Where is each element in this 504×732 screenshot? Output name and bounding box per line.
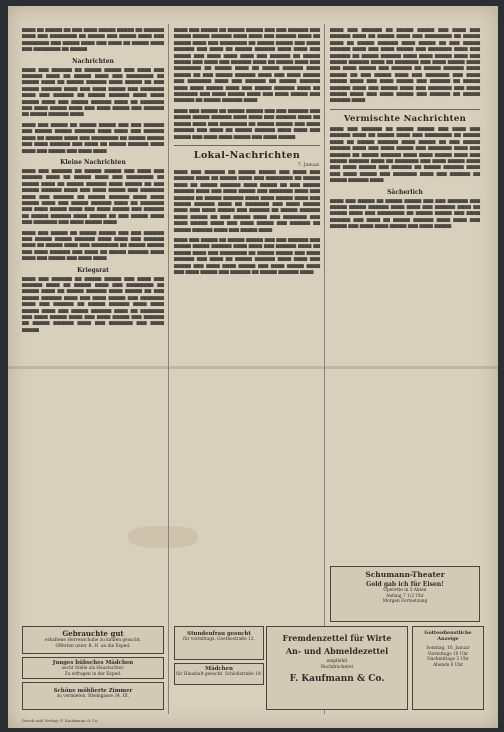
heading-saecherlich: Sächerlich bbox=[387, 188, 423, 196]
ad-title: Gebrauchte gut bbox=[62, 629, 124, 638]
ad-line: für vormittags. Goethestraße 12. bbox=[183, 637, 255, 642]
ad-line: Anfang 7 1/2 Uhr bbox=[386, 593, 424, 599]
ad-sub: empfiehlt bbox=[326, 659, 348, 664]
column-rule bbox=[324, 24, 325, 714]
ad-company: F. Kaufmann & Co. bbox=[289, 674, 385, 685]
ad-schwarze bbox=[22, 657, 164, 679]
ad-sub-2: Buchdruckerei bbox=[320, 664, 354, 670]
ad-gebrauchte bbox=[22, 626, 164, 654]
ad-line: erhaltene Herrenschuhe zu kaufen gesucht. bbox=[45, 638, 141, 643]
ad-title: Schumann-Theater bbox=[365, 570, 445, 579]
ad-line: Sonntag, 10. Januar bbox=[426, 646, 470, 651]
ad-line: Vormittags 10 Uhr bbox=[427, 651, 469, 657]
column-2: ▆▆▆▆ ▆▆▆ ▆▆▆▆▆ ▆▆ ▆▆▆▆▆ ▆▆▆▆▆ ▆▆▆ ▆▆▆ ▆▆▆▆▆▆ ▆▆▆ ▆▆▆▆▆ ▆▆▆▆▆ ▆▆▆▆▆▆ ▆▆▆▆ ▆▆▆▆ ▆▆▆ ▆▆▆▆▆▆ ▆▆▆▆ ▆▆ ▆▆▆▆▆ ▆▆▆▆ ▆▆▆ ▆▆▆▆▆▆▆▆ ▆▆ ▆▆▆▆▆ ▆▆▆▆▆ ▆▆▆ ▆▆▆▆ ▆▆▆▆▆▆ ▆▆▆ ▆▆▆▆ ▆▆ ▆▆▆▆▆ ▆▆▆▆▆▆ ▆▆▆▆ ▆▆▆▆ ▆▆▆ ▆▆▆▆▆ ▆▆▆ ▆▆▆▆ ▆▆▆▆ ▆▆▆▆ ▆▆▆ ▆▆▆▆▆▆ ▆▆ ▆▆▆▆▆ ▆▆▆▆▆ ▆▆▆ ▆▆▆▆ ▆▆▆ ▆▆▆▆▆▆ ▆▆▆▆ ▆▆ ▆▆▆▆▆ ▆▆▆▆ ▆▆▆ ▆▆▆▆▆▆▆▆ ▆▆ ▆▆▆▆▆ ▆▆▆▆ ▆▆ ▆▆▆▆▆ ▆▆▆▆▆▆ ▆▆▆▆ ▆▆▆▆▆ ▆▆ ▆▆▆ ▆▆▆▆▆ ▆▆▆▆▆▆ ▆▆▆▆ ▆▆▆ ▆▆▆▆ ▆▆▆▆▆ ▆▆▆ ▆▆▆▆▆▆▆ ▆▆▆▆ ▆▆▆ ▆▆▆▆▆▆ ▆▆ ▆▆▆▆▆ ▆▆▆▆▆▆ ▆▆▆▆ ▆▆▆▆ ▆▆▆▆▆ ▆▆▆▆ ▆▆▆ ▆▆▆▆▆ ▆▆▆▆▆▆ ▆▆▆▆ ▆▆ ▆▆▆▆▆▆▆ ▆▆▆ ▆▆▆▆ ▆▆▆▆▆ ▆▆▆▆ ▆▆▆ ▆▆▆▆ ▆▆▆▆▆ ▆▆▆ ▆▆▆▆▆▆ ▆▆ ▆▆▆▆▆ ▆▆▆▆▆▆ ▆▆▆▆ ▆▆▆▆ ▆▆▆ ▆▆▆▆▆ ▆▆ ▆▆▆▆▆ ▆▆▆▆▆ ▆▆▆ ▆▆▆ ▆▆▆▆▆▆ ▆▆▆ ▆▆▆▆▆ ▆▆▆▆▆ ▆▆▆▆▆▆ ▆▆▆▆ ▆▆▆▆ ▆▆▆ ▆▆▆▆▆▆ ▆▆▆▆ ▆▆ ▆▆▆▆▆ ▆▆▆▆ ▆▆▆ ▆▆▆▆▆▆▆▆ ▆▆ ▆▆▆▆▆ ▆▆▆▆▆ ▆▆▆ ▆▆▆▆ ▆▆▆▆▆▆ ▆▆▆ ▆▆▆▆ ▆▆ ▆▆▆▆▆ ▆▆▆▆▆▆ ▆▆▆▆ ▆▆▆▆ ▆▆▆ ▆▆▆▆▆ ▆▆▆ ▆▆▆▆ ▆▆▆▆ ▆▆▆▆▆ ▆▆▆ ▆▆▆▆ ▆▆▆▆▆ Lokal-Nachrichten 7. Januar. ▆▆▆▆ ▆▆▆ ▆▆▆▆▆▆ ▆▆ ▆▆▆▆▆ ▆▆▆▆▆ ▆▆▆ ▆▆▆▆ ▆▆▆ ▆▆▆▆▆▆ ▆▆▆▆ ▆▆ ▆▆▆▆▆ ▆▆▆▆ ▆▆▆ ▆▆▆▆▆▆▆▆ ▆▆ ▆▆▆▆▆ ▆▆▆▆ ▆▆ ▆▆▆▆▆ ▆▆▆▆▆▆ ▆▆▆▆ ▆▆▆▆▆ ▆▆ ▆▆▆ ▆▆▆▆▆ ▆▆▆▆▆▆ ▆▆▆▆ ▆▆▆ ▆▆▆▆ ▆▆▆▆▆ ▆▆▆ ▆▆▆▆▆▆▆ ▆▆▆▆ ▆▆▆ ▆▆▆▆▆▆ ▆▆ ▆▆▆▆▆ ▆▆▆▆▆▆ ▆▆▆▆ ▆▆▆▆ ▆▆▆▆▆ ▆▆▆▆ ▆▆▆ ▆▆▆▆▆ ▆▆▆▆▆▆ ▆▆▆▆ ▆▆ ▆▆▆▆▆▆▆ ▆▆▆ ▆▆▆▆ ▆▆▆▆▆ ▆▆▆▆ ▆▆▆ ▆▆▆▆ ▆▆▆▆▆ ▆▆▆ ▆▆▆▆▆▆ ▆▆ ▆▆▆▆▆ ▆▆▆▆▆▆ ▆▆▆▆ ▆▆▆▆▆ ▆▆ ▆▆▆ ▆▆▆▆▆ ▆▆▆▆ ▆▆▆ ▆▆▆▆▆▆▆ ▆▆▆ ▆▆▆▆ ▆▆▆▆▆ ▆▆▆▆ ▆▆▆ ▆▆▆▆ ▆▆▆▆▆ ▆▆▆ ▆▆▆▆▆▆ ▆▆ ▆▆▆▆▆ ▆▆▆▆▆▆ ▆▆▆▆ ▆▆▆ ▆▆▆▆▆ ▆▆▆▆ ▆▆▆▆ ▆▆▆ ▆▆▆▆▆ ▆▆ ▆▆▆▆▆ ▆▆▆▆▆ ▆▆▆ ▆▆▆ ▆▆▆▆▆▆ ▆▆▆ ▆▆▆▆▆ ▆▆▆▆▆ ▆▆▆▆▆▆ ▆▆▆▆ ▆▆▆▆ ▆▆▆ ▆▆▆▆▆▆ ▆▆▆▆ ▆▆ ▆▆▆▆▆ ▆▆▆▆ ▆▆▆ ▆▆▆▆▆▆▆▆ ▆▆ ▆▆▆▆▆ ▆▆▆▆▆ ▆▆▆ ▆▆▆▆ ▆▆▆▆▆▆ ▆▆▆ ▆▆▆▆ ▆▆ ▆▆▆▆▆ ▆▆▆▆▆▆ ▆▆▆▆ ▆▆▆▆ ▆▆▆ ▆▆▆▆▆ ▆▆▆ ▆▆▆▆ ▆▆▆▆ ▆▆▆▆▆ ▆▆▆ ▆▆▆▆ ▆▆▆▆▆ ▆▆▆▆ ▆▆▆ ▆▆▆▆ ▆▆▆▆▆ ▆▆▆ ▆▆▆▆▆▆ ▆▆ ▆▆▆▆▆ ▆▆▆▆▆▆ ▆▆▆▆ bbox=[174, 28, 320, 275]
ad-line: Nachmittags 3 Uhr bbox=[427, 657, 469, 663]
ad-line: Zu erfragen in der Exped. bbox=[64, 671, 122, 677]
ad-title: Mädchen bbox=[205, 666, 233, 672]
ad-line: zu vermieten. Rheingasse 34. III. bbox=[56, 694, 130, 699]
footer-imprint: Druck und Verlag: F. Kaufmann & Co. bbox=[22, 718, 99, 723]
newspaper-page bbox=[8, 6, 498, 728]
ad-maedchen bbox=[174, 663, 264, 685]
section-date: 7. Januar. bbox=[297, 162, 320, 168]
ad-line: Offerten unter R. H. an die Exped. bbox=[55, 643, 131, 649]
column-1: ▆▆▆▆ ▆▆ ▆▆▆▆▆ ▆▆ ▆▆▆ ▆▆▆▆ ▆▆▆▆▆ ▆▆▆▆▆ ▆▆ ▆▆▆▆▆▆ ▆▆▆▆ ▆▆▆ ▆▆▆▆▆▆▆▆ ▆▆ ▆▆▆▆▆ ▆▆▆ ▆▆▆▆▆ ▆▆▆▆ ▆▆▆ ▆▆▆▆▆▆▆▆ ▆▆▆ ▆▆▆▆▆ ▆▆▆▆ ▆▆▆ ▆▆▆▆ ▆▆ ▆▆▆▆▆ ▆▆▆▆ ▆▆▆ ▆▆▆▆▆▆▆▆ ▆▆ ▆▆▆▆▆ Nachrichten ▆▆▆▆ ▆▆▆ ▆▆▆▆▆▆ ▆▆ ▆▆▆▆▆ ▆▆▆▆▆ ▆▆▆ ▆▆▆▆ ▆▆▆ ▆▆▆▆▆▆ ▆▆▆▆ ▆▆ ▆▆▆▆▆ ▆▆▆▆ ▆▆▆ ▆▆▆▆▆▆▆▆ ▆▆ ▆▆▆▆▆ ▆▆▆▆ ▆▆ ▆▆▆▆▆ ▆▆▆▆▆▆ ▆▆▆▆ ▆▆▆▆▆ ▆▆ ▆▆▆ ▆▆▆▆▆ ▆▆▆▆▆▆ ▆▆▆▆ ▆▆▆ ▆▆▆▆ ▆▆▆▆▆ ▆▆▆ ▆▆▆▆▆▆▆ ▆▆▆▆ ▆▆▆ ▆▆▆▆▆▆ ▆▆ ▆▆▆▆▆ ▆▆▆▆▆▆ ▆▆▆▆ ▆▆▆▆ ▆▆▆▆▆ ▆▆▆▆ ▆▆▆ ▆▆▆▆▆ ▆▆▆▆▆▆ ▆▆▆▆ ▆▆ ▆▆▆▆▆▆▆ ▆▆▆ ▆▆▆▆ ▆▆▆▆▆ ▆▆▆▆ ▆▆▆ ▆▆▆▆ ▆▆▆▆▆ ▆▆▆ ▆▆▆▆▆▆ ▆▆ ▆▆▆▆▆ ▆▆▆▆▆▆ ▆▆▆▆ ▆▆▆▆ ▆▆▆ ▆▆▆▆▆ ▆▆ ▆▆▆▆▆ ▆▆▆▆▆ ▆▆▆ ▆▆▆ ▆▆▆▆▆▆ ▆▆▆ ▆▆▆▆▆ ▆▆▆▆▆ ▆▆▆▆▆▆ ▆▆▆▆ ▆▆▆▆ ▆▆▆ ▆▆▆▆▆▆ ▆▆▆▆ ▆▆ ▆▆▆▆▆ ▆▆▆▆ ▆▆▆ ▆▆▆▆▆▆▆▆ ▆▆ ▆▆▆▆▆ ▆▆▆▆▆ ▆▆▆ ▆▆▆▆ ▆▆▆▆▆▆ ▆▆▆ ▆▆▆▆ ▆▆ ▆▆▆▆▆ ▆▆▆▆▆▆ ▆▆▆▆ ▆▆▆▆ ▆▆▆ ▆▆▆▆▆ ▆▆▆ ▆▆▆▆ ▆▆▆▆ Kleine Nachrichten ▆▆▆▆ ▆▆▆ ▆▆▆▆▆▆ ▆▆ ▆▆▆▆▆ ▆▆▆▆▆ ▆▆▆ ▆▆▆▆ ▆▆▆ ▆▆▆▆▆▆ ▆▆▆▆ ▆▆ ▆▆▆▆▆ ▆▆▆▆ ▆▆▆ ▆▆▆▆▆▆▆▆ ▆▆ ▆▆▆▆▆ ▆▆▆▆ ▆▆ ▆▆▆▆▆ ▆▆▆▆▆▆ ▆▆▆▆ ▆▆▆▆▆ ▆▆ ▆▆▆ ▆▆▆▆▆ ▆▆▆▆▆▆ ▆▆▆▆ ▆▆▆ ▆▆▆▆ ▆▆▆▆▆ ▆▆▆ ▆▆▆▆▆▆▆ ▆▆▆▆ ▆▆▆ ▆▆▆▆▆▆ ▆▆ ▆▆▆▆▆ ▆▆▆▆▆▆ ▆▆▆▆ ▆▆▆▆ ▆▆▆▆▆ ▆▆▆▆ ▆▆▆ ▆▆▆▆▆ ▆▆▆▆▆▆ ▆▆▆▆ ▆▆ ▆▆▆▆▆▆▆ ▆▆▆ ▆▆▆▆ ▆▆▆▆▆ ▆▆▆▆ ▆▆▆ ▆▆▆▆ ▆▆▆▆▆ ▆▆▆ ▆▆▆▆▆▆ ▆▆ ▆▆▆▆▆ ▆▆▆▆▆▆ ▆▆▆▆ ▆▆▆▆▆ ▆▆ ▆▆▆ ▆▆▆▆▆ ▆▆▆▆ ▆▆▆ ▆▆▆▆▆▆▆ ▆▆▆ ▆▆▆▆ ▆▆▆▆▆ ▆▆▆▆ ▆▆▆▆ ▆▆▆ ▆▆▆▆▆ ▆▆ ▆▆▆▆▆ ▆▆▆▆▆ ▆▆▆ ▆▆▆ ▆▆▆▆▆▆ ▆▆▆ ▆▆▆▆▆ ▆▆▆▆▆ ▆▆▆▆▆▆ ▆▆▆▆ ▆▆▆▆ ▆▆▆ ▆▆▆▆▆▆ ▆▆▆▆ ▆▆ ▆▆▆▆▆ ▆▆▆▆ ▆▆▆ ▆▆▆▆▆▆▆▆ ▆▆ ▆▆▆▆▆ ▆▆▆▆▆ ▆▆▆ ▆▆▆▆ ▆▆▆▆▆▆ ▆▆▆ ▆▆▆▆ ▆▆ ▆▆▆▆▆ ▆▆▆▆▆▆ ▆▆▆▆ ▆▆▆▆ ▆▆▆ ▆▆▆▆▆ ▆▆▆ ▆▆▆▆ ▆▆▆▆ Kriegsrat ▆▆▆▆ ▆▆▆ ▆▆▆▆▆▆ ▆▆ ▆▆▆▆▆ ▆▆▆▆▆ ▆▆▆ ▆▆▆▆ ▆▆▆ ▆▆▆▆▆▆ ▆▆▆▆ ▆▆ ▆▆▆▆▆ ▆▆▆▆ ▆▆▆ ▆▆▆▆▆▆▆▆ ▆▆ ▆▆▆▆▆ ▆▆▆▆ ▆▆ ▆▆▆▆▆ ▆▆▆▆▆▆ ▆▆▆▆ ▆▆▆▆▆ ▆▆ ▆▆▆ ▆▆▆▆▆ ▆▆▆▆▆▆ ▆▆▆▆ ▆▆▆ ▆▆▆▆ ▆▆▆▆▆ ▆▆▆ ▆▆▆▆▆▆▆ ▆▆▆▆ ▆▆▆ ▆▆▆▆▆▆ ▆▆ ▆▆▆▆▆ ▆▆▆▆▆▆ ▆▆▆▆ ▆▆▆▆ ▆▆▆▆▆ ▆▆▆▆ ▆▆▆ ▆▆▆▆▆ ▆▆▆▆▆▆ ▆▆▆▆ ▆▆ ▆▆▆▆▆▆▆ ▆▆▆ ▆▆▆▆ ▆▆▆▆▆ ▆▆▆▆ ▆▆▆ ▆▆▆▆ ▆▆▆▆▆ ▆▆▆ ▆▆▆▆▆▆ ▆▆ ▆▆▆▆▆ ▆▆▆▆▆▆ ▆▆▆▆ ▆▆▆ ▆▆▆▆▆▆▆ ▆▆▆ ▆▆▆▆ ▆▆▆▆▆ bbox=[22, 28, 164, 333]
heading-vermischte-nachrichten: Vermischte Nachrichten bbox=[343, 113, 467, 124]
heading-kriegsrat: Kriegsrat bbox=[77, 266, 109, 274]
ad-title: Junges hübsches Mädchen bbox=[52, 660, 134, 666]
heading-kleine-nachrichten: Kleine Nachrichten bbox=[60, 158, 126, 166]
ad-line: Operette in 3 Akten bbox=[383, 588, 427, 593]
ad-title: Gottesdienstliche Anzeige bbox=[424, 630, 472, 642]
heading-lokal-nachrichten: Lokal-Nachrichten bbox=[193, 149, 301, 161]
ad-schoene bbox=[22, 682, 164, 710]
heading-nachrichten: Nachrichten bbox=[72, 57, 114, 65]
ad-schumann-theater bbox=[330, 566, 480, 622]
ad-stundenfrau bbox=[174, 626, 264, 660]
ad-line: Abends 6 Uhr bbox=[432, 662, 464, 668]
ad-title: Stundenfrau gesucht bbox=[187, 631, 251, 637]
ad-title-2: An- und Abmeldezettel bbox=[285, 646, 389, 656]
stain bbox=[128, 526, 198, 548]
page-fold bbox=[8, 366, 498, 369]
column-rule bbox=[168, 24, 169, 714]
ad-line: für Haushalt gesucht. Schloßstraße 19. bbox=[176, 672, 262, 677]
ad-line: Morgen Fortsetzung bbox=[382, 599, 428, 605]
divider bbox=[174, 145, 320, 146]
ad-title: Schöne möblierte Zimmer bbox=[53, 688, 133, 694]
divider bbox=[330, 109, 480, 110]
ad-line: sucht Stelle als Haustochter. bbox=[61, 666, 125, 671]
column-3: ▆▆▆▆ ▆▆▆ ▆▆▆▆▆▆ ▆▆ ▆▆▆▆▆ ▆▆▆▆▆ ▆▆▆ ▆▆▆▆ ▆▆▆ ▆▆▆▆▆▆ ▆▆▆▆ ▆▆ ▆▆▆▆▆ ▆▆▆▆ ▆▆▆ ▆▆▆▆▆▆▆▆ ▆▆ ▆▆▆▆▆ ▆▆▆▆ ▆▆ ▆▆▆▆▆ ▆▆▆▆▆▆ ▆▆▆▆ ▆▆▆▆▆ ▆▆ ▆▆▆ ▆▆▆▆▆ ▆▆▆▆▆▆ ▆▆▆▆ ▆▆▆ ▆▆▆▆ ▆▆▆▆▆ ▆▆▆ ▆▆▆▆▆▆▆ ▆▆▆▆ ▆▆▆ ▆▆▆▆▆▆ ▆▆ ▆▆▆▆▆ ▆▆▆▆▆▆ ▆▆▆▆ ▆▆▆▆ ▆▆▆▆▆ ▆▆▆▆ ▆▆▆ ▆▆▆▆▆ ▆▆▆▆▆▆ ▆▆▆▆ ▆▆ ▆▆▆▆▆▆▆ ▆▆▆ ▆▆▆▆ ▆▆▆▆▆ ▆▆▆▆ ▆▆▆ ▆▆▆▆ ▆▆▆▆▆ ▆▆▆ ▆▆▆▆▆▆ ▆▆ ▆▆▆▆▆ ▆▆▆▆▆▆ ▆▆▆▆ ▆▆▆▆▆ ▆▆ ▆▆▆ ▆▆▆▆▆ ▆▆▆▆ ▆▆▆ ▆▆▆▆▆▆▆ ▆▆▆ ▆▆▆▆ ▆▆▆▆▆ ▆▆▆▆ ▆▆▆ ▆▆▆▆ ▆▆▆▆▆ ▆▆▆ ▆▆▆▆▆▆ ▆▆ ▆▆▆▆▆ ▆▆▆▆▆▆ ▆▆▆▆ ▆▆▆ ▆▆▆▆▆ ▆▆▆▆ ▆▆▆ ▆▆▆▆▆▆▆ ▆▆▆ ▆▆▆▆ ▆▆▆▆▆ ▆▆▆▆ ▆▆▆ ▆▆▆▆ ▆▆▆▆▆ ▆▆▆ ▆▆▆▆▆▆ ▆▆ ▆▆▆▆▆ ▆▆▆▆▆▆ ▆▆▆▆ Vermischte Nachrichten ▆▆▆▆ ▆▆▆ ▆▆▆▆▆▆ ▆▆ ▆▆▆▆▆ ▆▆▆▆▆ ▆▆▆ ▆▆▆▆ ▆▆▆ ▆▆▆▆▆▆ ▆▆▆▆ ▆▆ ▆▆▆▆▆ ▆▆▆▆ ▆▆▆ ▆▆▆▆▆▆▆▆ ▆▆ ▆▆▆▆▆ ▆▆▆▆ ▆▆ ▆▆▆▆▆ ▆▆▆▆▆▆ ▆▆▆▆ ▆▆▆▆▆ ▆▆ ▆▆▆ ▆▆▆▆▆ ▆▆▆▆▆▆ ▆▆▆▆ ▆▆▆ ▆▆▆▆ ▆▆▆▆▆ ▆▆▆ ▆▆▆▆▆▆▆ ▆▆▆▆ ▆▆▆ ▆▆▆▆▆▆ ▆▆ ▆▆▆▆▆ ▆▆▆▆▆▆ ▆▆▆▆ ▆▆▆▆ ▆▆▆▆▆ ▆▆▆▆ ▆▆▆ ▆▆▆▆▆ ▆▆▆▆▆▆ ▆▆▆▆ ▆▆ ▆▆▆▆▆▆▆ ▆▆▆ ▆▆▆▆ ▆▆▆▆▆ ▆▆▆▆ ▆▆▆ ▆▆▆▆ ▆▆▆▆▆ ▆▆▆ ▆▆▆▆▆▆ ▆▆ ▆▆▆▆▆ ▆▆▆▆▆▆ ▆▆▆▆ ▆▆▆ ▆▆▆▆ ▆▆▆▆▆ ▆▆▆ ▆▆▆▆▆▆▆ ▆▆▆▆ ▆▆▆ ▆▆▆▆▆▆ ▆▆ ▆▆▆▆▆ ▆▆▆▆▆▆ ▆▆▆▆ Sächerlich ▆▆▆▆ ▆▆▆ ▆▆▆▆▆ ▆▆ ▆▆▆▆▆ ▆▆▆▆▆ ▆▆▆ ▆▆▆ ▆▆▆▆▆▆ ▆▆▆ ▆▆▆▆▆ ▆▆▆▆▆ ▆▆▆▆▆▆ ▆▆▆▆ ▆▆▆▆ ▆▆▆ ▆▆▆▆▆▆ ▆▆▆▆ ▆▆ ▆▆▆▆▆ ▆▆▆▆ ▆▆▆ ▆▆▆▆▆▆▆▆ ▆▆ ▆▆▆▆▆ ▆▆▆▆▆ ▆▆▆ ▆▆▆▆ ▆▆▆▆▆▆ ▆▆▆ ▆▆▆▆ ▆▆ ▆▆▆▆▆ ▆▆▆▆▆▆ ▆▆▆▆ ▆▆▆▆ ▆▆▆ ▆▆▆▆▆ ▆▆▆ ▆▆▆▆ ▆▆▆▆ ▆▆▆▆▆ ▆▆▆ ▆▆▆▆ ▆▆▆▆▆ bbox=[330, 28, 480, 230]
ad-fremdenzettel bbox=[266, 626, 408, 710]
ad-title-1: Fremdenzettel für Wirte bbox=[282, 633, 392, 643]
ad-gottesdienst bbox=[412, 626, 484, 710]
ad-sub: Gold gab ich für Eisen! bbox=[366, 581, 444, 588]
